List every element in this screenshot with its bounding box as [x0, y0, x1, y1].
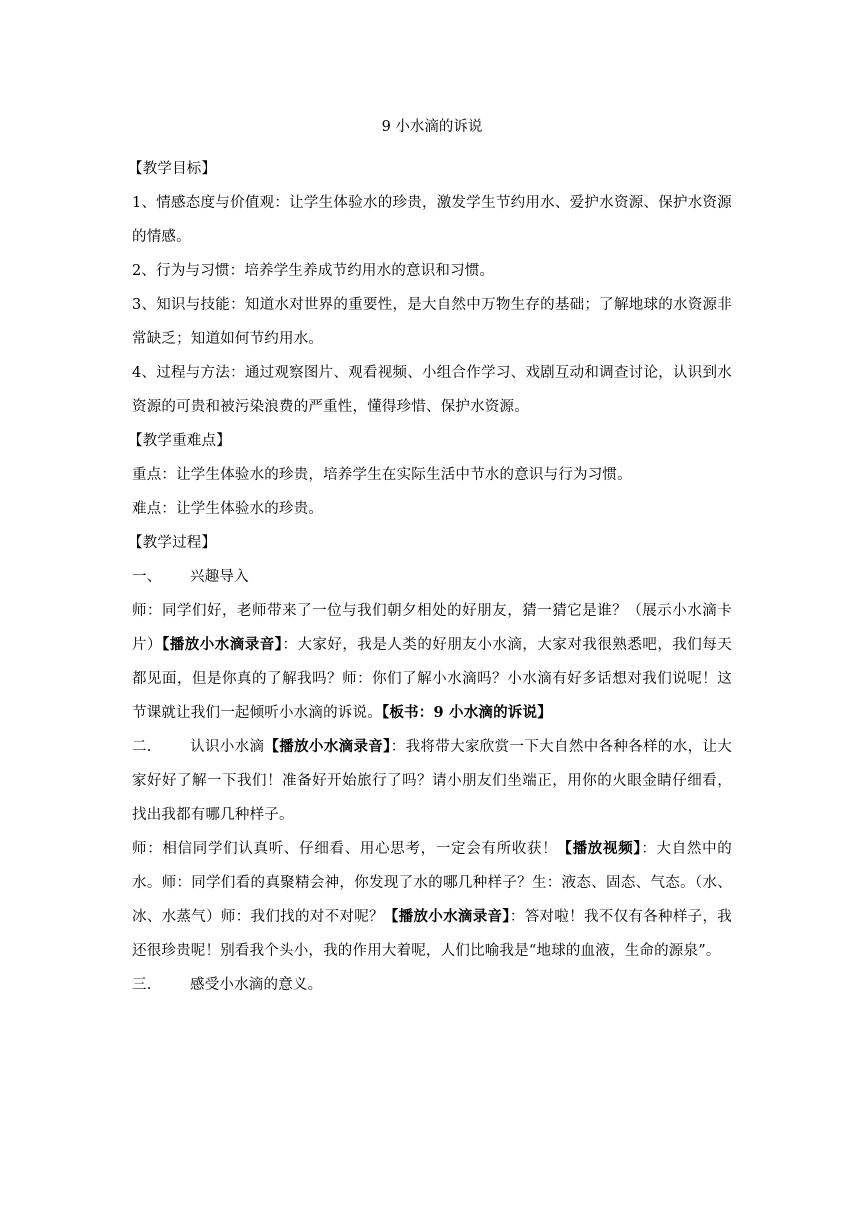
step-3-title: 感受小水滴的意义。 — [190, 977, 323, 993]
difficulty-point: 难点：让学生体验水的珍贵。 — [132, 501, 324, 517]
goal-2: 2、行为与习惯：培养学生养成节约用水的意识和习惯。 — [132, 263, 495, 279]
goals-heading: 【教学目标】 — [128, 161, 217, 177]
step-1-audio-cue: 【播放小水滴录音】 — [162, 636, 283, 653]
video-cue: 【播放视频】 — [557, 840, 642, 857]
step-1-heading — [132, 560, 732, 594]
video-text-e: ：答对啦！我不仅有各种样子，我还很珍贵呢！别看我个头小，我的作用大着呢，人们比喻我是“地球的血液，生命的源泉”。 — [132, 909, 732, 959]
step-2-audio-cue: 【播放小水滴录音】 — [264, 738, 391, 755]
step-1-text-c: ：大家好，我是人类的好朋友小水滴，大家对我很熟悉吧，我们每天都见面，但是你真的了解我吗？师：你们了解小水滴吗？小水滴有好多话想对我们说呢！这节课就让我们一起倾听小水滴的诉说。 — [132, 637, 732, 721]
video-text-a: 师：相信同学们认真听、仔细看、用心思考，一定会有所收获！ — [132, 841, 558, 857]
step-1-text-a: 师：同学们好，老师带来了一位与我们朝夕相处的好朋友，猜一猜它是谁？（展示小水滴卡片） — [132, 603, 732, 653]
key-points-heading: 【教学重难点】 — [128, 433, 231, 449]
step-2-number: 二. — [132, 739, 152, 755]
key-point: 重点：让学生体验水的珍贵，培养学生在实际生活中节水的意识与行为习惯。 — [132, 467, 632, 483]
document-page — [128, 117, 733, 1002]
page-title: 9 小水滴的诉说 — [381, 119, 483, 135]
video-text-c: ：大自然中的水。师：同学们看的真聚精会神，你发现了水的哪几种样子？生：液态、固态、气态。（水、冰、水蒸气）师：我们找的对不对呢？ — [132, 841, 733, 925]
goal-3: 3、知识与技能：知道水对世界的重要性，是大自然中万物生存的基础；了解地球的水资源非常缺乏；知道如何节约用水。 — [132, 297, 732, 347]
step-1-board-note: 【板书：9 小水滴的诉说】 — [381, 704, 552, 721]
video-paragraph — [132, 832, 732, 968]
step-2-paragraph — [132, 730, 732, 832]
video-audio-cue: 【播放小水滴录音】 — [383, 908, 510, 925]
step-2-text: ：我将带大家欣赏一下大自然中各种各样的水，让大家好好了解一下我们！准备好开始旅行了吗？请小朋友们坐端正，用你的火眼金睛仔细看，找出我都有哪几种样子。 — [132, 739, 733, 823]
step-1-number: 一、 — [132, 569, 162, 585]
goal-1: 1、情感态度与价值观：让学生体验水的珍贵，激发学生节约用水、爱护水资源、保护水资源的情感。 — [132, 195, 732, 245]
step-1-paragraph — [132, 594, 732, 730]
step-3-number: 三. — [132, 977, 152, 993]
step-2-title: 认识小水滴 — [190, 739, 265, 755]
goal-4: 4、过程与方法：通过观察图片、观看视频、小组合作学习、戏剧互动和调查讨论，认识到水资源的可贵和被污染浪费的严重性，懂得珍惜、保护水资源。 — [132, 365, 732, 415]
process-heading: 【教学过程】 — [128, 535, 217, 551]
step-1-title: 兴趣导入 — [190, 569, 249, 585]
step-3-heading — [132, 968, 732, 1002]
